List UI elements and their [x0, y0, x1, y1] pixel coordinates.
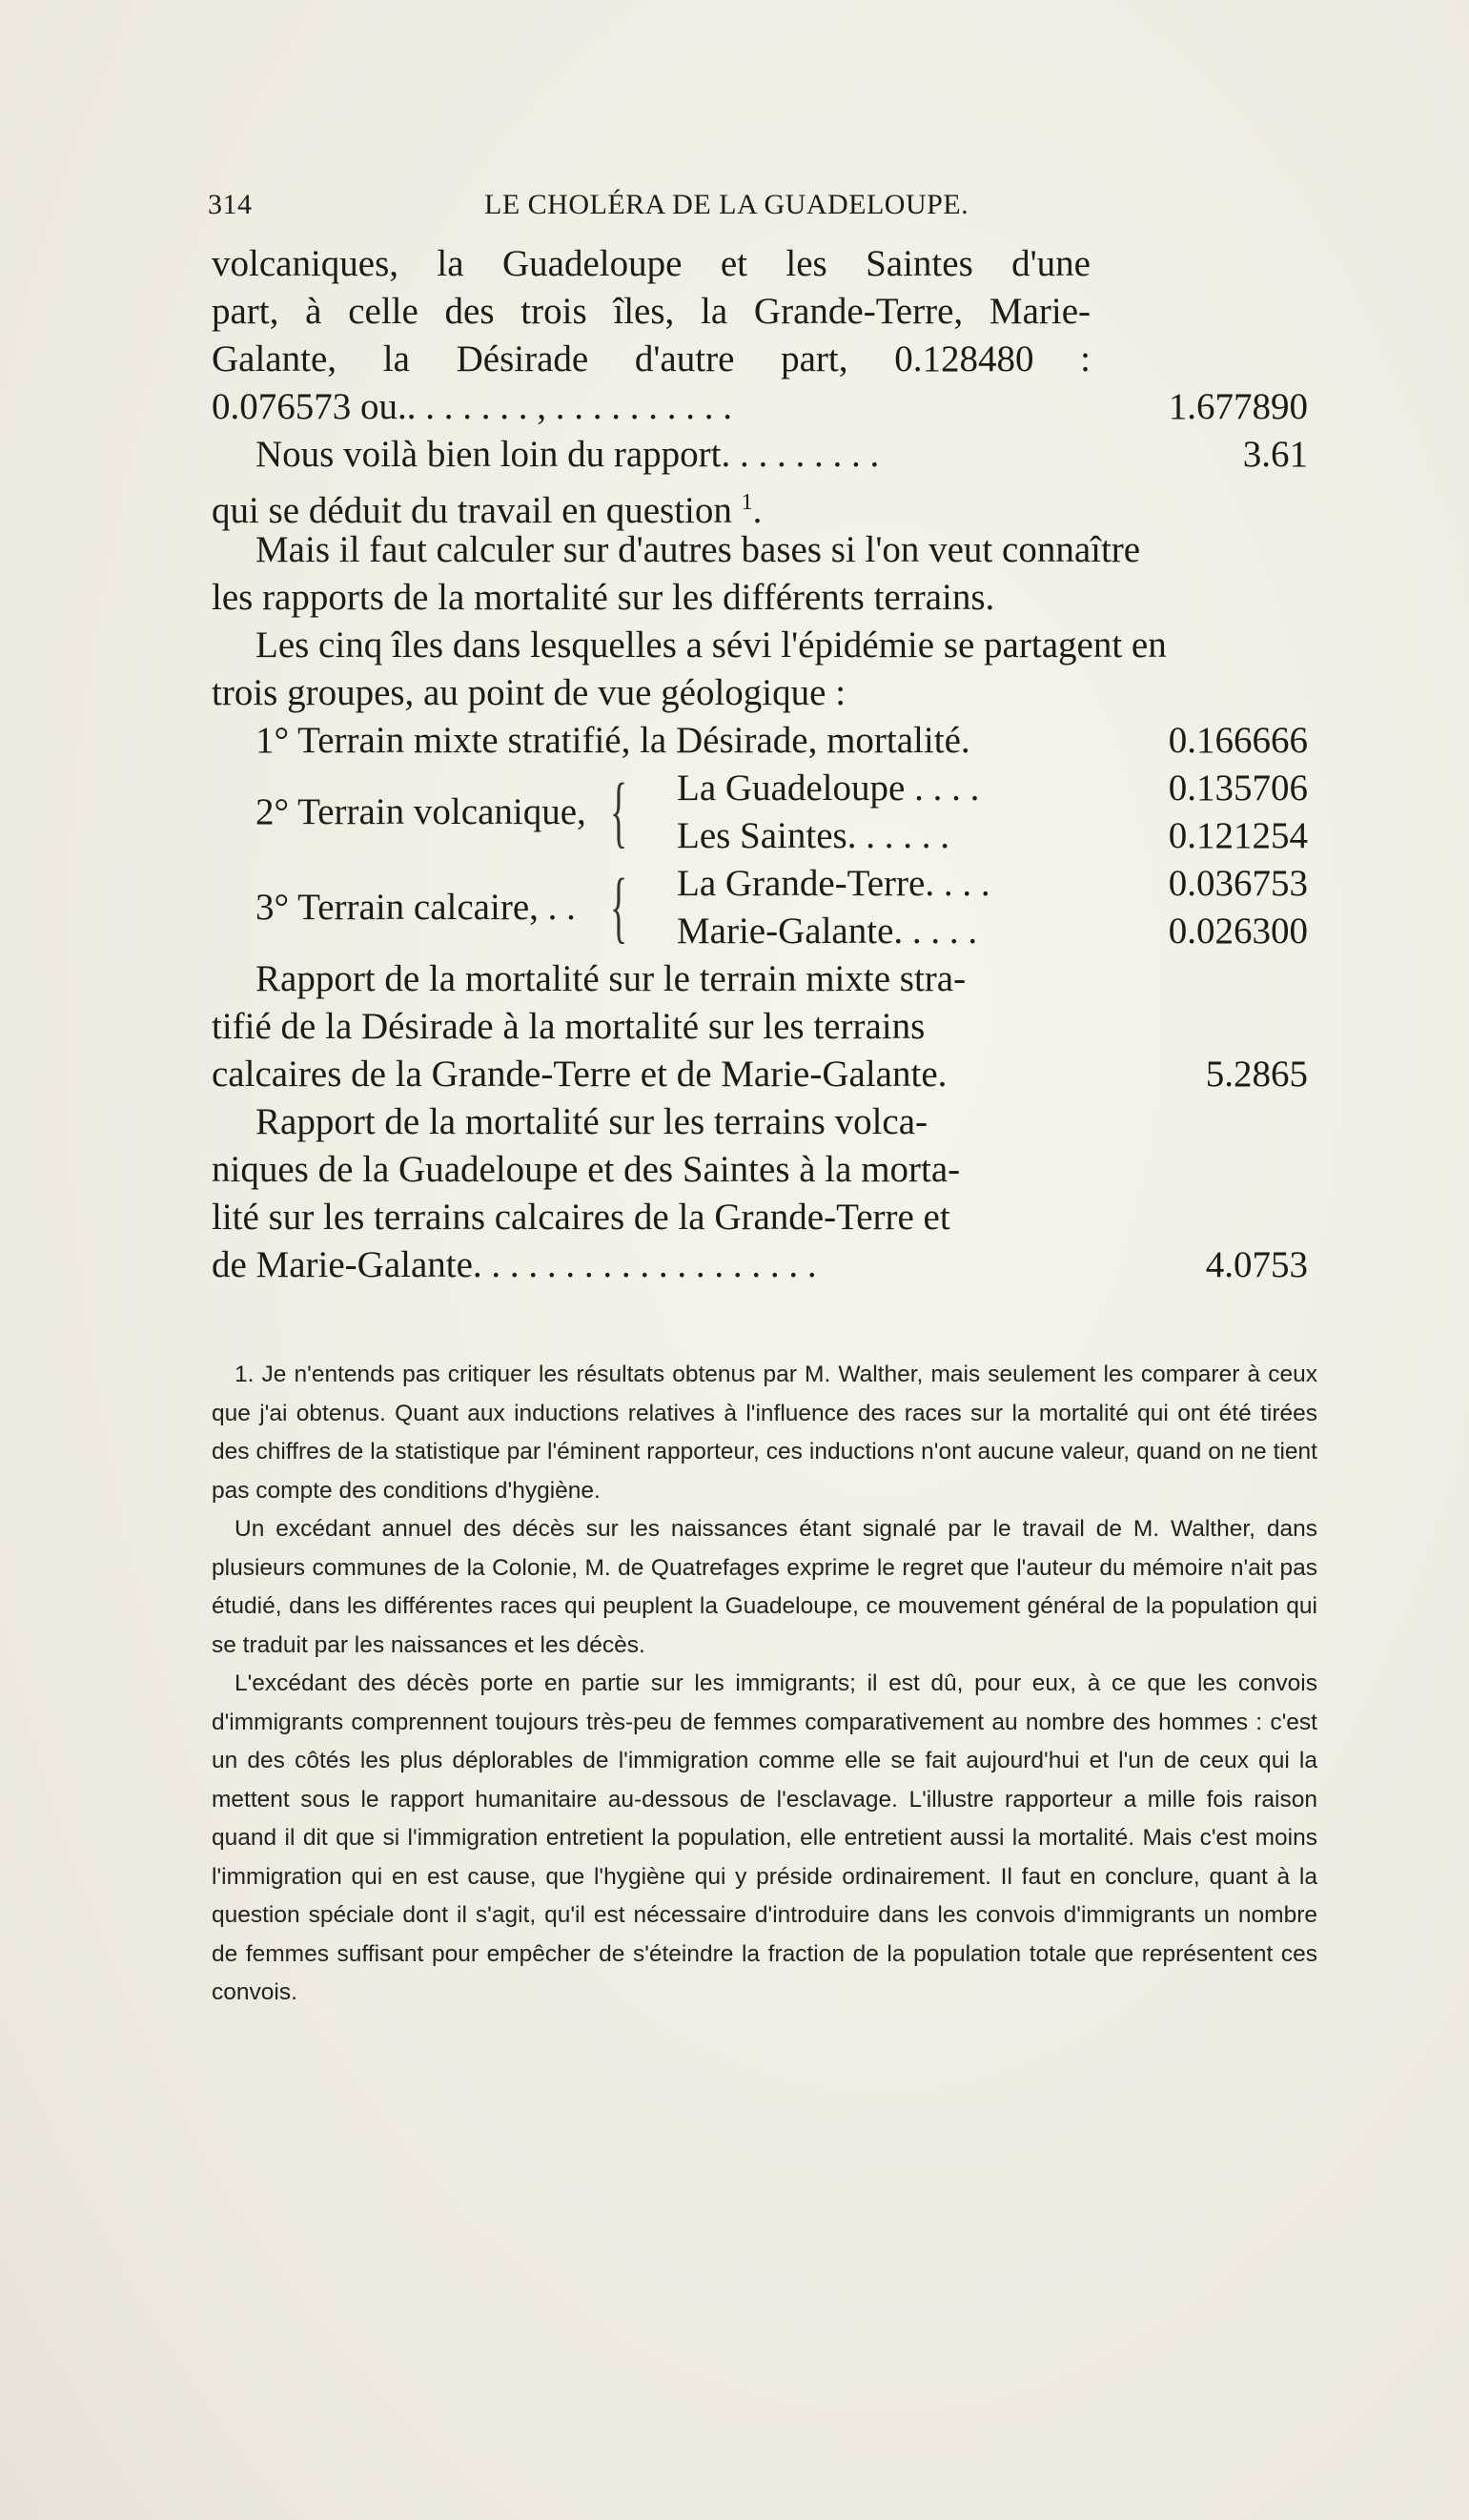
terrain-group [212, 765, 1308, 860]
island-value: 0.036753 [1168, 863, 1308, 904]
text-line: Rapport de la mortalité sur les terrains volca- [255, 1101, 928, 1142]
brace-mark: { [610, 863, 628, 952]
calc-value: 3.61 [1242, 434, 1308, 475]
footnote-1: 1. Je n'entends pas critiquer les résultats obtenus par M. Walther, mais seulement les comparer à ceux que j'ai obtenus. Quant aux inductions relatives à l'influence des races sur la mortalité qui ont été tirées des chiffres de la statistique par l'éminent rapporteur, ces inductions n'ont aucune valeur, quand on ne tient pas compte des conditions d'hygiène. [212, 1362, 1317, 1504]
text-line: tifié de la Désirade à la mortalité sur les terrains [212, 1006, 926, 1047]
calc-row [212, 431, 1308, 479]
text-line: part, à celle des trois îles, la Grande-Terre, Marie- [212, 291, 1091, 332]
ratio-row [212, 1241, 1308, 1289]
ratio-label: de Marie-Galante. . . . . . . . . . . . . . . . . . . [212, 1244, 817, 1285]
ratio-row [212, 1051, 1308, 1098]
text-line: niques de la Guadeloupe et des Saintes à la morta- [212, 1149, 961, 1190]
terrain-value: 0.166666 [1168, 720, 1308, 761]
brace-mark: { [610, 768, 628, 856]
page-number: 314 [208, 189, 253, 220]
footnote-paragraph: Un excédant annuel des décès sur les naissances étant signalé par le travail de M. Walther, dans plusieurs communes de la Colonie, M. de Quatrefages exprime le regret que l'auteur du mémoire n'ait pas étudié, dans les différentes races qui peuplent la Guadeloupe, ce mouvement général de la population qui se traduit par les naissances et les décès. [212, 1516, 1317, 1658]
text-line: les rapports de la mortalité sur les différents terrains. [212, 577, 995, 618]
footnote-ref: 1 [741, 490, 753, 515]
island-label: Marie-Galante. . . . . [677, 911, 978, 952]
calc-label: Nous voilà bien loin du rapport. . . . . . . . . [255, 434, 880, 475]
island-value: 0.121254 [1168, 815, 1308, 856]
island-label: Les Saintes. . . . . . [677, 815, 949, 856]
calc-row [212, 383, 1308, 431]
text-line: trois groupes, au point de vue géologique : [212, 672, 847, 713]
text-line: Les cinq îles dans lesquelles a sévi l'épidémie se partagent en [255, 625, 1167, 666]
terrain-label: 2° Terrain volcanique, [255, 791, 586, 832]
ratio-value: 4.0753 [1205, 1244, 1308, 1285]
footnotes [212, 1356, 1317, 2013]
calc-label: 0.076573 ou.. . . . . . . , . . . . . . . . . . [212, 386, 732, 427]
calc-value: 1.677890 [1168, 386, 1308, 427]
running-header [208, 189, 1066, 223]
text-line: Galante, la Désirade d'autre part, 0.128480 : [212, 338, 1091, 379]
island-label: La Grande-Terre. . . . [677, 863, 990, 904]
ratio-label: calcaires de la Grande-Terre et de Marie-Galante. [212, 1054, 948, 1095]
terrain-row [212, 717, 1308, 765]
island-value: 0.135706 [1168, 768, 1308, 809]
ratio-value: 5.2865 [1205, 1054, 1308, 1095]
running-title: LE CHOLÉRA DE LA GUADELOUPE. [484, 189, 969, 220]
main-text [212, 240, 1308, 1289]
text-line: qui se déduit du travail en question $^1$. [212, 490, 763, 531]
text-line: volcaniques, la Guadeloupe et les Saintes d'une [212, 243, 1091, 284]
text-line: lité sur les terrains calcaires de la Grande-Terre et [212, 1197, 950, 1238]
terrain-label: 1° Terrain mixte stratifié, la Désirade, mortalité. [255, 720, 970, 761]
island-label: La Guadeloupe . . . . [677, 768, 980, 809]
island-value: 0.026300 [1168, 911, 1308, 952]
terrain-group [212, 860, 1308, 955]
footnote-paragraph: L'excédant des décès porte en partie sur les immigrants; il est dû, pour eux, à ce que les convois d'immigrants comprennent toujours très-peu de femmes comparativement au nombre des hommes : c'est un des côtés les plus déplorables de l'immigration comme elle se fait aujourd'hui et l'un de ceux qui la mettent sous le rapport humanitaire au-dessous de l'esclavage. L'illustre rapporteur a mille fois raison quand il dit que si l'immigration entretient la population, elle entretient aussi la mortalité. Mais c'est moins l'immigration qui en est cause, que l'hygiène qui y préside ordinairement. Il faut en conclure, quant à la question spéciale dont il s'agit, qu'il est nécessaire d'introduire dans les convois d'immigrants un nombre de femmes suffisant pour empêcher de s'éteindre la fraction de la population totale que représentent ces convois. [212, 1670, 1317, 2005]
text-line: Rapport de la mortalité sur le terrain mixte stra- [255, 958, 967, 999]
terrain-label: 3° Terrain calcaire, . . [255, 887, 576, 928]
text-line: Mais il faut calculer sur d'autres bases si l'on veut connaître [255, 529, 1141, 570]
